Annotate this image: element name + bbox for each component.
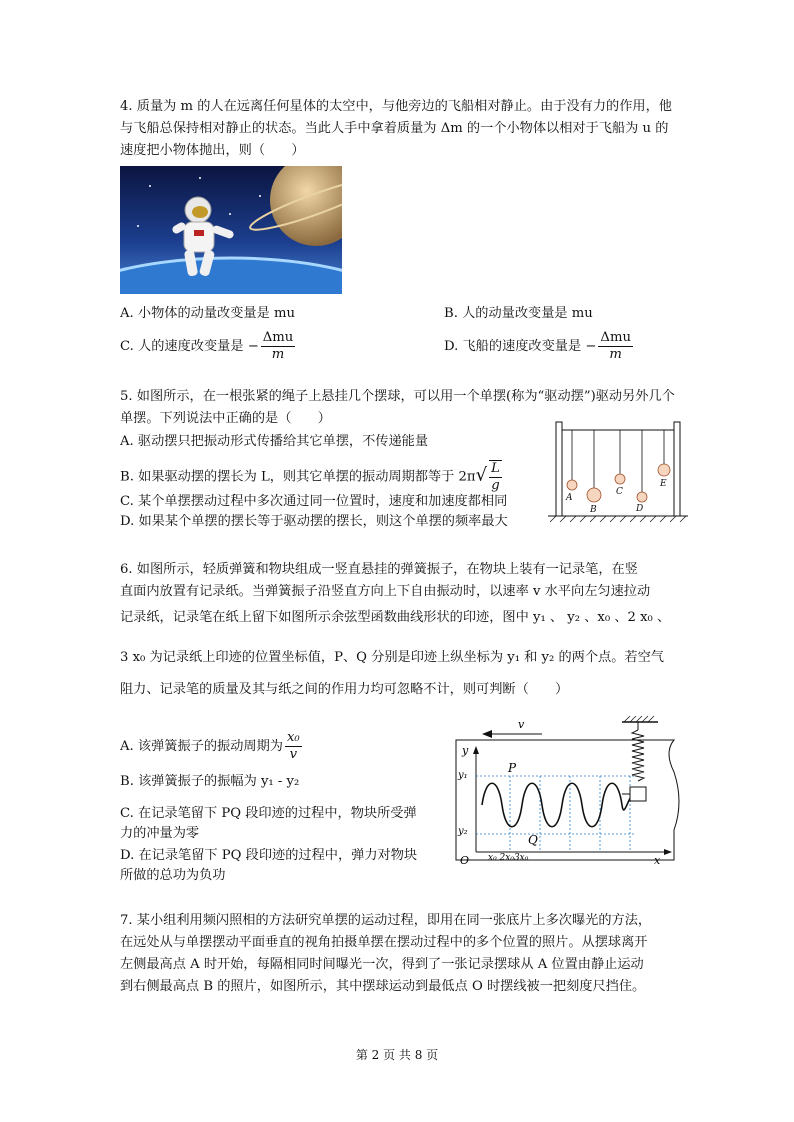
q7-line-3: 左侧最高点 A 时开始，每隔相同时间曝光一次，得到了一张记录摆球从 A 位置由静止运动 xyxy=(120,957,644,972)
q5-option-b-text: B. 如果驱动摆的摆长为 L，则其它单摆的振动周期都等于 2π xyxy=(120,469,476,485)
sqrt-sign: √ xyxy=(475,464,488,486)
q6-line-4: 3 x₀ 为记录纸上印迹的位置坐标值，P、Q 分别是印迹上纵坐标为 y₁ 和 y₂ 的两个点。若空气 xyxy=(120,650,664,665)
q5-option-b xyxy=(120,460,504,494)
spring-block xyxy=(630,787,646,801)
y1-label: y₁ xyxy=(458,770,468,781)
x-ticks-label: x₀ 2x₀3x₀ xyxy=(488,853,529,863)
q4-stem: 4. 质量为 m 的人在远离任何星体的太空中，与他旁边的飞船相对静止。由于没有力的作用，他与飞船总保持相对静止的状态。当此人手中拿着质量为 Δm 的一个小物体以相对于飞船为 u 的速度把小物体抛出，则（ ） xyxy=(120,99,672,158)
q6-option-d-line2: 所做的总功为负功 xyxy=(120,868,226,883)
label-c: C xyxy=(616,487,623,497)
y2-label: y₂ xyxy=(458,826,468,837)
pendulum-ball-e xyxy=(658,464,670,476)
q6-option-d-line1: D. 在记录笔留下 PQ 段印迹的过程中，弹力对物块 xyxy=(120,848,418,863)
pendulum-ball-b xyxy=(587,488,601,502)
q5-option-b-fraction: $\frac{L}{g}$ xyxy=(491,461,500,493)
q6-option-c-line1: C. 在记录笔留下 PQ 段印迹的过程中，物块所受弹 xyxy=(120,806,417,821)
origin-label: O xyxy=(460,854,470,867)
label-e: E xyxy=(660,479,667,489)
page-footer: 第 2 页 共 8 页 xyxy=(355,1048,439,1062)
q6-line-5: 阻力、记录笔的质量及其与纸之间的作用力均可忽略不计，则可判断（ ） xyxy=(120,682,569,697)
pendulum-ball-a xyxy=(567,480,577,490)
q4-option-c-fraction: $\frac{\text{Δmu}}{m}$ xyxy=(262,330,294,362)
q4-option-d xyxy=(444,330,635,363)
q5-option-a: A. 驱动摆只把振动形式传播给其它单摆，不传递能量 xyxy=(120,434,429,449)
q6-line-3: 记录纸，记录笔在纸上留下如图所示余弦型函数曲线形状的印迹，图中 y₁ 、 y₂ 、x₀ 、2 x₀ 、 xyxy=(120,610,671,625)
q6-option-a xyxy=(120,730,304,763)
q4-option-a: A. 小物体的动量改变量是 mu xyxy=(120,306,295,321)
pendulum-ball-d xyxy=(637,492,647,502)
velocity-label: v xyxy=(518,718,525,731)
q7-line-1: 7. 某小组利用频闪照相的方法研究单摆的运动过程，即用在同一张底片上多次曝光的方法， xyxy=(120,913,652,928)
q6-line-1: 6. 如图所示，轻质弹簧和物块组成一竖直悬挂的弹簧振子，在物块上装有一记录笔，在竖 xyxy=(120,562,638,577)
pendulum-ball-c xyxy=(615,474,625,484)
x-axis-label: x xyxy=(654,854,661,867)
q6-option-a-fraction: $\frac{\text{x₀}}{v}$ xyxy=(286,730,300,762)
q6-line-2: 直面内放置有记录纸。当弹簧振子沿竖直方向上下自由振动时，以速率 v 水平向左匀速拉动 xyxy=(120,584,651,599)
q6-option-b: B. 该弹簧振子的振幅为 y₁ - y₂ xyxy=(120,774,300,789)
q5-option-c: C. 某个单摆摆动过程中多次通过同一位置时，速度和加速度都相同 xyxy=(120,494,508,509)
pendulum-figure xyxy=(548,414,688,524)
q4-option-d-fraction: $\frac{\text{Δmu}}{m}$ xyxy=(600,330,631,362)
y-axis-label: y xyxy=(462,744,469,757)
q4-option-b: B. 人的动量改变量是 mu xyxy=(444,306,593,321)
point-p-label: P xyxy=(508,761,517,775)
label-b: B xyxy=(590,505,597,515)
q7-line-4: 到右侧最高点 B 的照片，如图所示，其中摆球运动到最低点 O 时摆线被一把刻度尺挡住。 xyxy=(120,979,646,994)
label-d: D xyxy=(636,504,644,514)
q6-option-c-line2: 力的冲量为零 xyxy=(120,826,200,841)
q6-option-a-text: A. 该弹簧振子的振动周期为 xyxy=(120,739,283,754)
point-q-label: Q xyxy=(528,833,538,847)
q5-option-d: D. 如果某个单摆的摆长等于驱动摆的摆长，则这个单摆的频率最大 xyxy=(120,514,508,529)
q7-line-2: 在远处从与单摆摆动平面垂直的视角拍摄单摆在摆动过程中的多个位置的照片。从摆球离开 xyxy=(120,935,648,950)
label-a: A xyxy=(566,493,573,503)
q4-option-c-text: C. 人的速度改变量是 − xyxy=(120,339,259,354)
astronaut-image xyxy=(120,166,342,294)
q4-option-c xyxy=(120,330,297,363)
q4-option-d-text: D. 飞船的速度改变量是 − xyxy=(444,339,597,354)
q5-stem: 5. 如图所示，在一根张紧的绳子上悬挂几个摆球，可以用一个单摆(称为“驱动摆”)驱动另外几个单摆。下列说法中正确的是（ ） xyxy=(120,389,675,426)
spring-oscillator-figure xyxy=(448,712,692,872)
